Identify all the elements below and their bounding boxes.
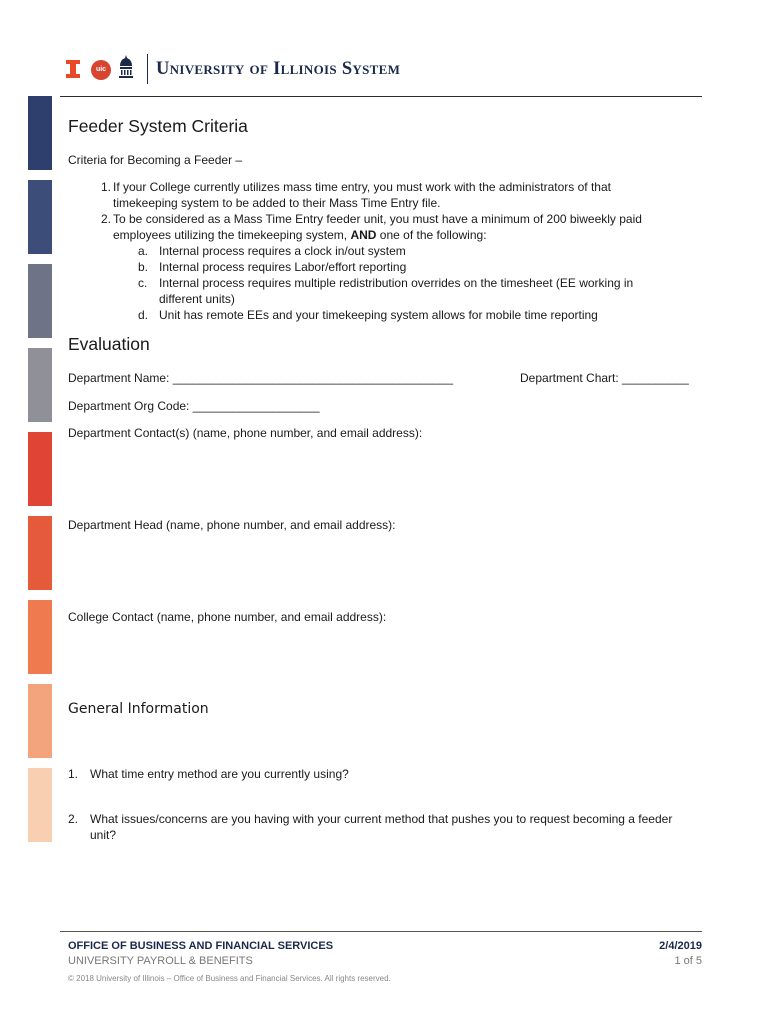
header-divider — [147, 54, 148, 84]
list-number: 1. — [101, 180, 112, 194]
criteria-item-2-line-2 — [113, 227, 487, 243]
question-1: What time entry method are you currently using? — [90, 767, 349, 781]
sub-letter-d: d. — [138, 308, 149, 322]
uis-dome-logo — [118, 54, 134, 80]
footer-copyright: © 2018 University of Illinois – Office of Business and Financial Services. All rights reserved. — [68, 974, 391, 983]
footer-office: OFFICE OF BUSINESS AND FINANCIAL SERVICES — [68, 940, 334, 952]
criteria-intro: Criteria for Becoming a Feeder – — [68, 153, 243, 167]
criteria-item-2-line-1: To be considered as a Mass Time Entry feeder unit, you must have a minimum of 200 biweekly paid — [113, 212, 642, 226]
college-contact-label: College Contact (name, phone number, and email address): — [68, 610, 387, 624]
department-name-field[interactable]: Department Name: __________________________________________ — [68, 371, 454, 385]
section-title-criteria: Feeder System Criteria — [68, 116, 248, 136]
list-number: 1. — [68, 767, 79, 781]
sub-item-a: Internal process requires a clock in/out system — [159, 244, 406, 258]
uic-logo: uic — [91, 60, 111, 80]
sub-item-b: Internal process requires Labor/effort reporting — [159, 260, 407, 274]
list-number: 2. — [101, 212, 112, 226]
department-org-code-field[interactable]: Department Org Code: ___________________ — [68, 399, 320, 413]
department-chart-field[interactable]: Department Chart: __________ — [520, 371, 689, 385]
criteria-item-1-line-2: timekeeping system to be added to their Mass Time Entry file. — [113, 196, 441, 210]
list-number: 2. — [68, 812, 79, 826]
color-segment — [28, 96, 52, 170]
university-wordmark: University of Illinois System — [156, 59, 401, 79]
question-2-line-1: What issues/concerns are you having with your current method that pushes you to request becoming a feeder — [90, 812, 673, 826]
side-color-bar — [28, 96, 52, 852]
criteria-item-2-text: employees utilizing the timekeeping system, — [113, 228, 351, 242]
sub-item-c: Internal process requires multiple redistribution overrides on the timesheet (EE working in — [159, 276, 634, 290]
footer-date: 2/4/2019 — [659, 940, 702, 952]
emphasis-and: AND — [350, 228, 377, 242]
color-segment — [28, 768, 52, 842]
section-title-general-information: General Information — [68, 701, 209, 717]
department-head-label: Department Head (name, phone number, and email address): — [68, 518, 396, 532]
color-segment — [28, 600, 52, 674]
criteria-item-1-line-1: If your College currently utilizes mass time entry, you must work with the administrators of that — [113, 180, 611, 194]
sub-item-c-line-2: different units) — [159, 292, 235, 306]
letterhead — [60, 52, 702, 97]
color-segment — [28, 264, 52, 338]
sub-letter-c: c. — [138, 276, 148, 290]
sub-letter-b: b. — [138, 260, 149, 274]
question-2-line-2: unit? — [90, 828, 117, 842]
footer-payroll: UNIVERSITY PAYROLL & BENEFITS — [68, 955, 253, 967]
color-segment — [28, 348, 52, 422]
color-segment — [28, 180, 52, 254]
footer-rule — [60, 931, 702, 932]
criteria-item-2-text-end: one of the following: — [376, 228, 487, 242]
color-segment — [28, 684, 52, 758]
sub-item-d: Unit has remote EEs and your timekeeping system allows for mobile time reporting — [159, 308, 598, 322]
page-number: 1 of 5 — [674, 955, 702, 967]
section-title-evaluation: Evaluation — [68, 334, 150, 354]
color-segment — [28, 432, 52, 506]
illinois-block-i-logo — [66, 60, 80, 78]
sub-letter-a: a. — [138, 244, 149, 258]
color-segment — [28, 516, 52, 590]
department-contact-label: Department Contact(s) (name, phone number, and email address): — [68, 426, 423, 440]
